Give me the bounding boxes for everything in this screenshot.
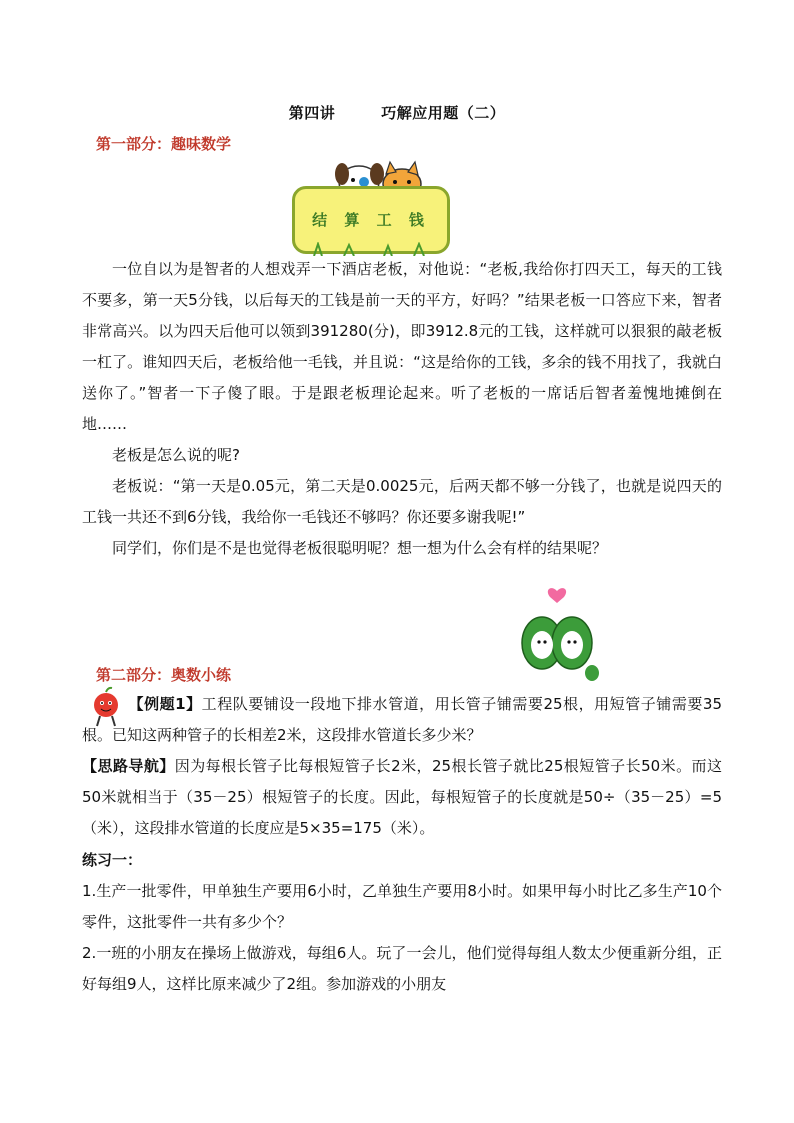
example-paragraph bbox=[82, 689, 722, 751]
hint-text: 因为每根长管子比每根短管子长2米，25根长管子就比25根短管子长50米。而这50米就相当于（35－25）根短管子的长度。因此，每根短管子的长度就是50÷（35－25）=5（米），这段排水管道的长度应是5×35=175（米）。 bbox=[82, 757, 722, 837]
exercise-1: 1.生产一批零件，甲单独生产要用6小时，乙单独生产要用8小时。如果甲每小时比乙多生产10个零件，这批零件一共有多少个？ bbox=[82, 882, 722, 931]
closing-line: 同学们，你们是不是也觉得老板很聪明呢？想一想为什么会有样的结果呢？ bbox=[112, 539, 608, 557]
part1-heading: 第一部分：趣味数学 bbox=[96, 135, 232, 153]
badge-label: 结 算 工 钱 bbox=[312, 211, 430, 229]
part2-heading: 第二部分：奥数小练 bbox=[96, 666, 232, 684]
page-title bbox=[0, 102, 794, 123]
exercise-2: 2.一班的小朋友在操场上做游戏，每组6人。玩了一会儿，他们觉得每组人数太少便重新分组，正好每组9人，这样比原来减少了2组。参加游戏的小朋友 bbox=[82, 944, 722, 993]
example-tag: 【例题1】 bbox=[128, 695, 202, 713]
watermelon-kids-cartoon-icon bbox=[512, 585, 602, 685]
hint-paragraph bbox=[82, 751, 722, 844]
settle-wages-badge bbox=[284, 160, 456, 258]
example-text: 工程队要铺设一段地下排水管道，用长管子铺需要25根，用短管子铺需要35根。已知这两种管子的长相差2米，这段排水管道长多少米？ bbox=[82, 695, 722, 744]
hint-tag: 【思路导航】 bbox=[82, 757, 175, 775]
story-paragraph: 一位自以为是智者的人想戏弄一下酒店老板，对他说：“老板,我给你打四天工，每天的工钱不要多，第一天5分钱，以后每天的工钱是前一天的平方，好吗？”结果老板一口答应下来，智者非常高兴。以为四天后他可以领到391280(分)，即3912.8元的工钱，这样就可以狠狠的敲老板一杠了。谁知四天后，老板给他一毛钱，并且说：“这是给你的工钱，多余的钱不用找了，我就白送你了。”智者一下子傻了眼。于是跟老板理论起来。听了老板的一席话后智者羞愧地摊倒在地…… bbox=[82, 260, 722, 433]
lecture-number: 第四讲 bbox=[288, 104, 336, 122]
question-line: 老板是怎么说的呢? bbox=[112, 446, 240, 464]
boss-answer-paragraph: 老板说：“第一天是0.05元，第二天是0.0025元，后两天都不够一分钱了，也就是说四天的工钱一共还不到6分钱，我给你一毛钱还不够吗？你还要多谢我呢!” bbox=[82, 477, 722, 526]
practice-label: 练习一： bbox=[82, 851, 143, 869]
lecture-topic: 巧解应用题（二） bbox=[381, 104, 506, 122]
